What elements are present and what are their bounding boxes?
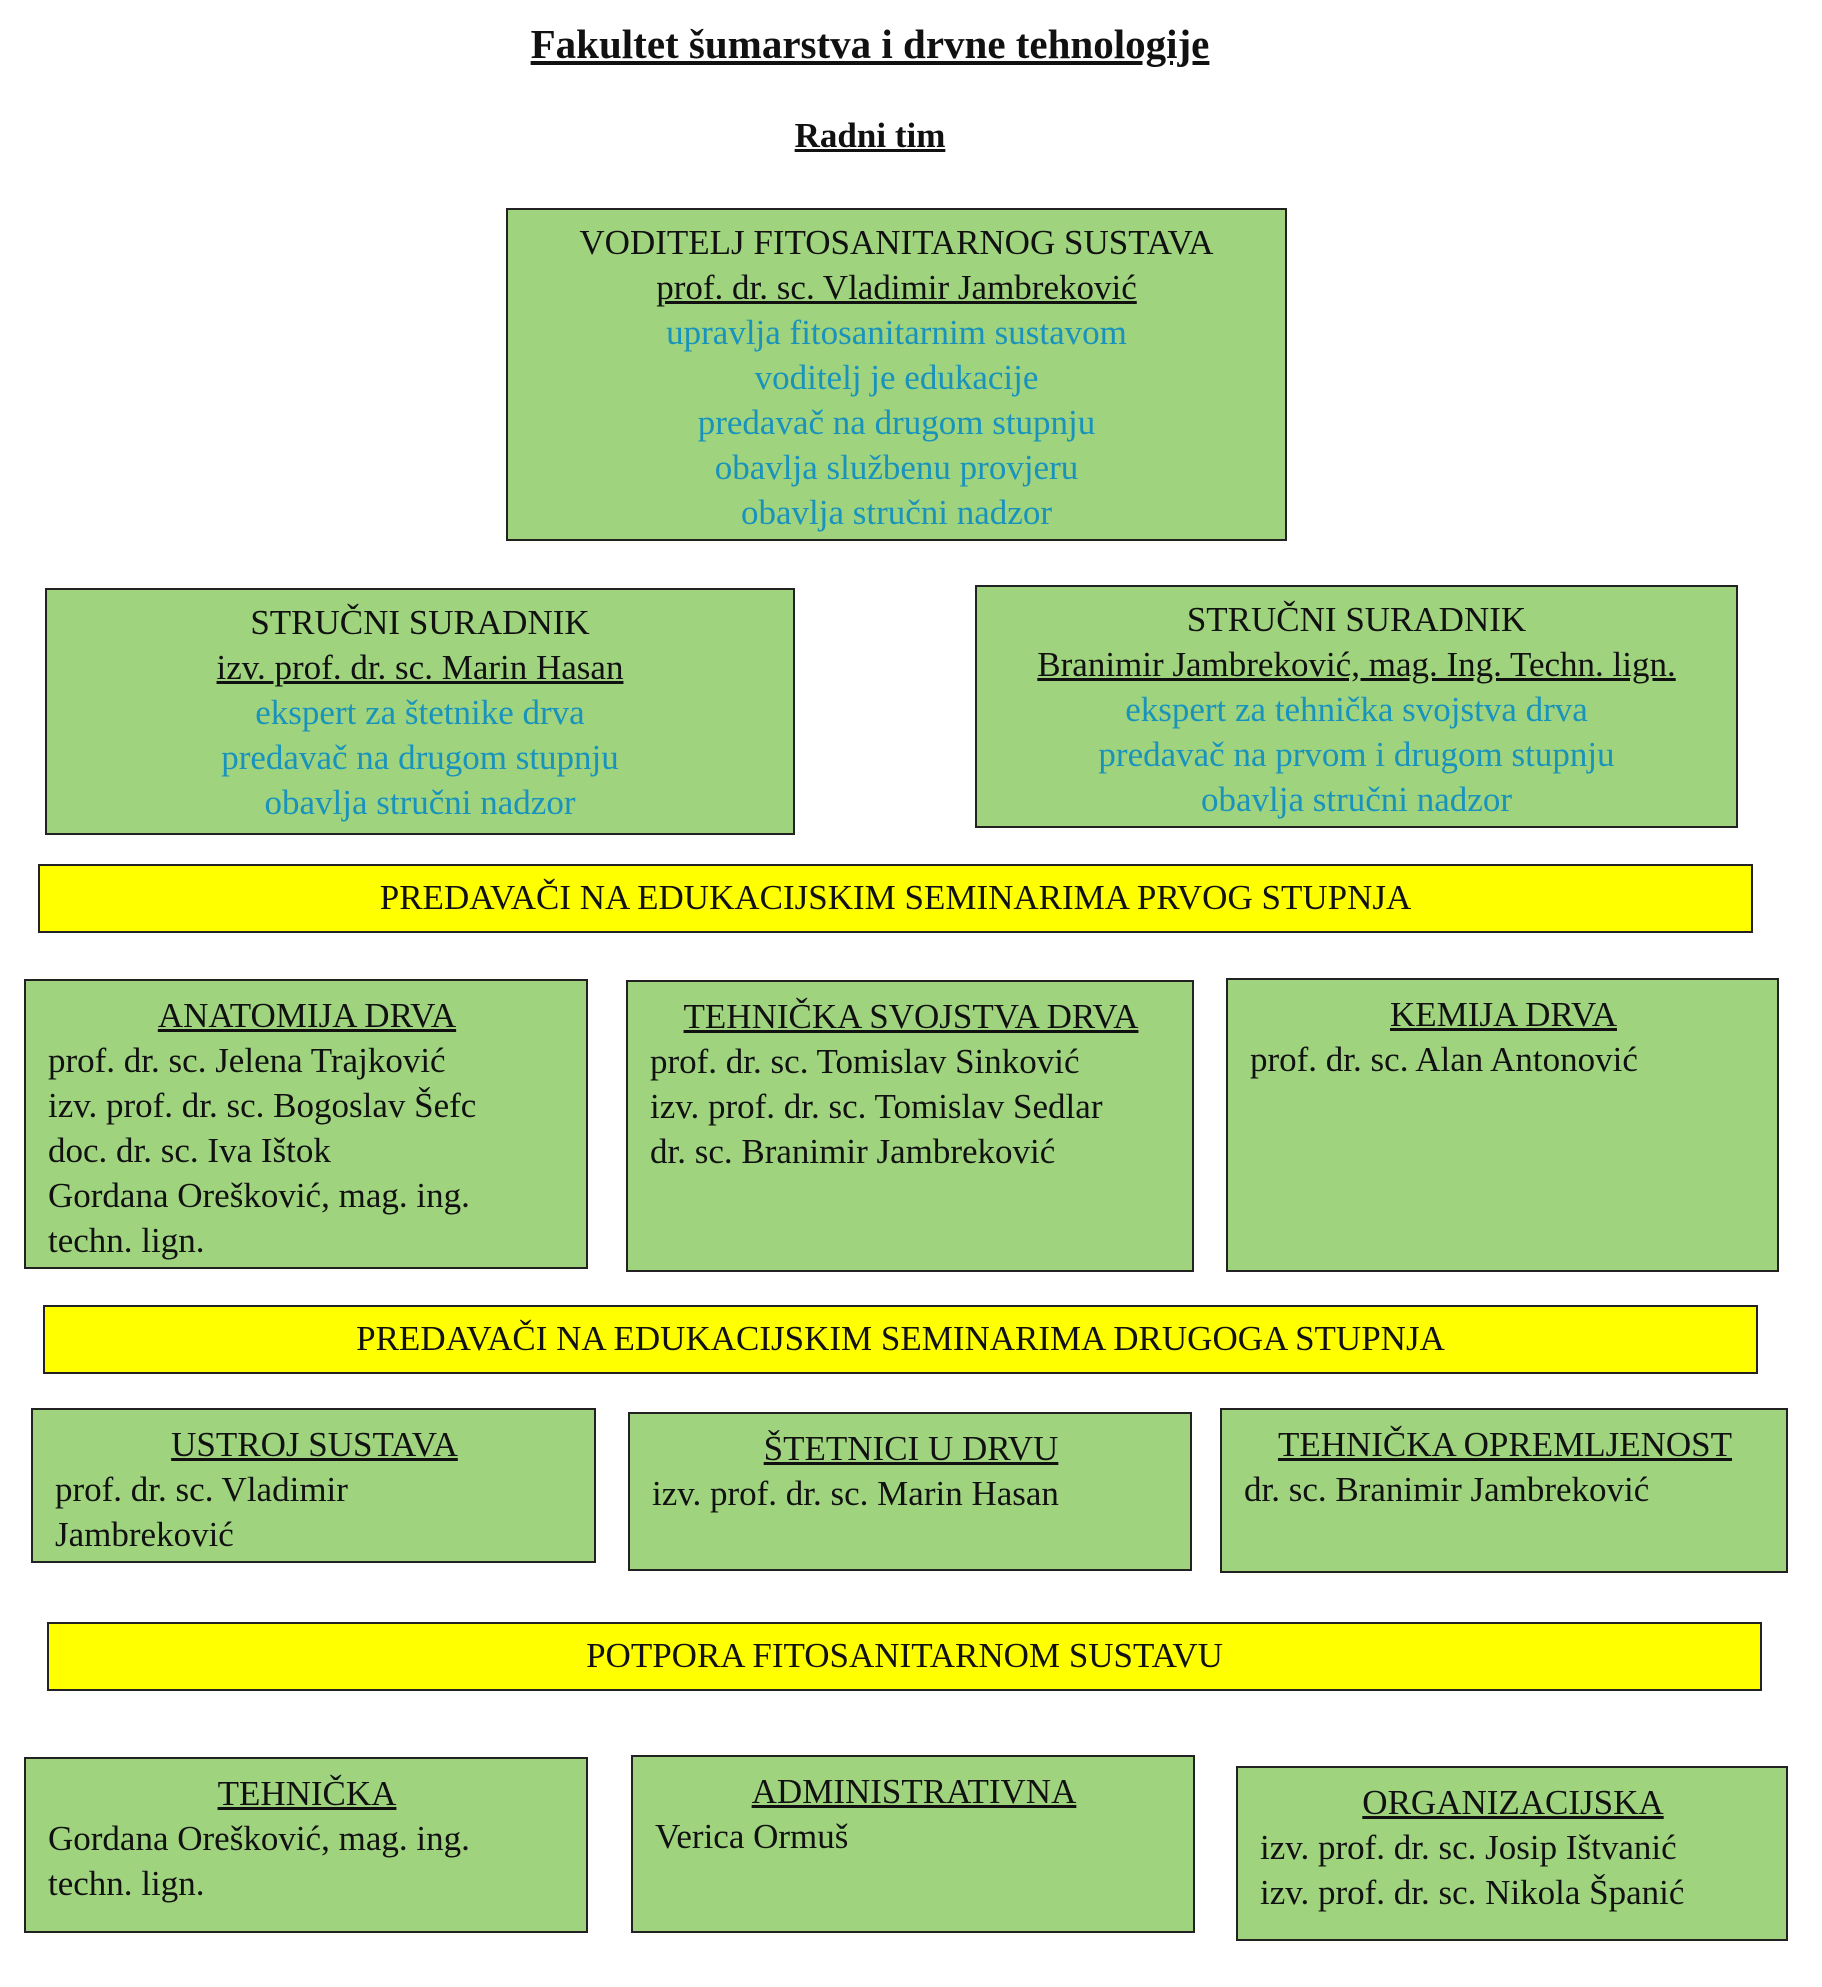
leader-role: VODITELJ FITOSANITARNOG SUSTAVA (579, 223, 1214, 262)
person-line: Jambreković (55, 1515, 234, 1554)
box-heading: ADMINISTRATIVNA (751, 1772, 1077, 1811)
associate-role: STRUČNI SURADNIK (1186, 600, 1527, 639)
page-title: Fakultet šumarstva i drvne tehnologije (530, 21, 1210, 67)
section-band-support: POTPORA FITOSANITARNOM SUSTAVU (47, 1622, 1762, 1691)
associate-duty: predavač na drugom stupnju (221, 738, 619, 777)
support-box-2 (631, 1755, 1195, 1933)
box-heading: ORGANIZACIJSKA (1362, 1783, 1664, 1822)
person-line: izv. prof. dr. sc. Nikola Španić (1260, 1873, 1685, 1912)
associate-name: Branimir Jambreković, mag. Ing. Techn. lign. (1037, 645, 1676, 684)
associate-name: izv. prof. dr. sc. Marin Hasan (216, 648, 624, 687)
person-line: Gordana Orešković, mag. ing. (48, 1176, 470, 1215)
section-band-first-level: PREDAVAČI NA EDUKACIJSKIM SEMINARIMA PRVOG STUPNJA (38, 864, 1753, 933)
associate-duty: predavač na prvom i drugom stupnju (1098, 735, 1615, 774)
box-heading: KEMIJA DRVA (1389, 995, 1617, 1034)
box-heading: ANATOMIJA DRVA (157, 996, 457, 1035)
person-line: prof. dr. sc. Tomislav Sinković (650, 1042, 1080, 1081)
associate-duty: ekspert za štetnike drva (255, 693, 585, 732)
box-heading: USTROJ SUSTAVA (171, 1425, 458, 1464)
person-line: dr. sc. Branimir Jambreković (1244, 1470, 1650, 1509)
first-level-box-1 (24, 979, 588, 1269)
associate-box-2 (975, 585, 1738, 828)
leader-name: prof. dr. sc. Vladimir Jambreković (656, 268, 1137, 307)
person-line: izv. prof. dr. sc. Bogoslav Šefc (48, 1086, 477, 1125)
person-line: izv. prof. dr. sc. Marin Hasan (652, 1474, 1059, 1513)
person-line: techn. lign. (48, 1221, 205, 1260)
leader-duty: predavač na drugom stupnju (697, 403, 1096, 442)
box-heading: TEHNIČKA SVOJSTVA DRVA (683, 997, 1139, 1036)
person-line: prof. dr. sc. Jelena Trajković (48, 1041, 446, 1080)
associate-duty: obavlja stručni nadzor (1200, 780, 1512, 819)
second-level-box-3 (1220, 1408, 1788, 1573)
box-heading: ŠTETNICI U DRVU (763, 1429, 1059, 1468)
associate-box-1 (45, 588, 795, 835)
leader-duty: upravlja fitosanitarnim sustavom (666, 313, 1127, 352)
support-box-3 (1236, 1766, 1788, 1941)
leader-duty: obavlja službenu provjeru (714, 448, 1079, 487)
second-level-box-1 (31, 1408, 596, 1563)
box-heading: TEHNIČKA (217, 1774, 397, 1813)
person-line: prof. dr. sc. Alan Antonović (1250, 1040, 1638, 1079)
leader-duty: obavlja stručni nadzor (740, 493, 1052, 532)
person-line: Verica Ormuš (655, 1817, 849, 1856)
leader-box (506, 208, 1287, 541)
person-line: izv. prof. dr. sc. Tomislav Sedlar (650, 1087, 1103, 1126)
leader-duty: voditelj je edukacije (754, 358, 1039, 397)
associate-role: STRUČNI SURADNIK (250, 603, 590, 642)
box-heading: TEHNIČKA OPREMLJENOST (1277, 1425, 1733, 1464)
person-line: doc. dr. sc. Iva Ištok (48, 1131, 331, 1170)
section-band-second-level: PREDAVAČI NA EDUKACIJSKIM SEMINARIMA DRUGOGA STUPNJA (43, 1305, 1758, 1374)
second-level-box-2 (628, 1412, 1192, 1571)
page-subtitle: Radni tim (794, 116, 946, 155)
person-line: Gordana Orešković, mag. ing. (48, 1819, 470, 1858)
support-box-1 (24, 1757, 588, 1933)
person-line: techn. lign. (48, 1864, 205, 1903)
first-level-box-2 (626, 980, 1194, 1272)
associate-duty: obavlja stručni nadzor (264, 783, 576, 822)
associate-duty: ekspert za tehnička svojstva drva (1125, 690, 1588, 729)
person-line: prof. dr. sc. Vladimir (55, 1470, 348, 1509)
first-level-box-3 (1226, 978, 1779, 1272)
person-line: izv. prof. dr. sc. Josip Ištvanić (1260, 1828, 1677, 1867)
person-line: dr. sc. Branimir Jambreković (650, 1132, 1056, 1171)
